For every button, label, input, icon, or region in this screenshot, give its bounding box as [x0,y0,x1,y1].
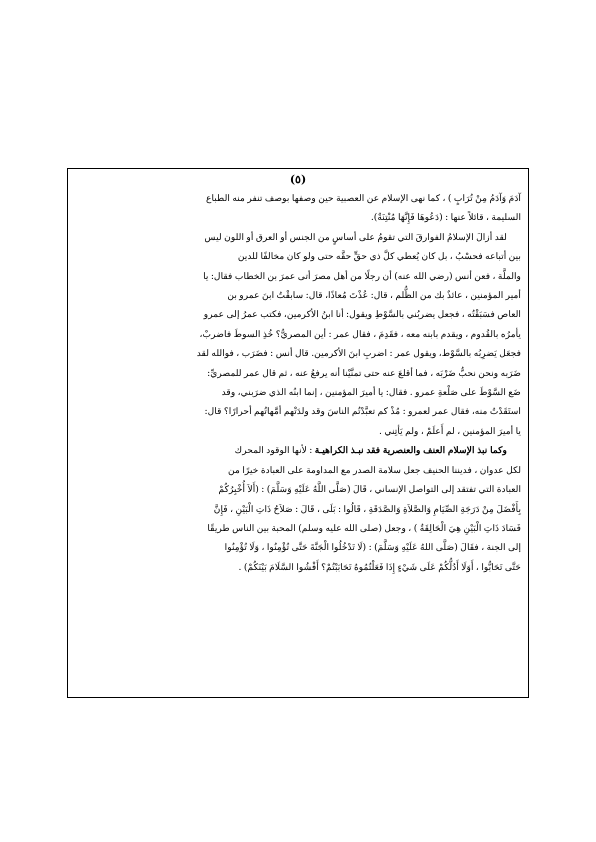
page-frame [67,168,529,698]
heading-tail: : لأنها الوقود المحرك [234,445,315,457]
text-line: العبادة التي تفتقد إلى التواصل الإنساني ، قَالَ (صَلَّى اللَّهُ عَلَيْهِ وَسَلَّمَ) : (أَلاَ أُخْبِرُكُمْ [218,484,521,496]
text-line: السليمة ، قائلاً عنها : (دَعُوهَا فَإِنَّهَا مُنْتِنَةٌ). [370,212,521,224]
text-line: بِأَفْضَلَ مِنْ دَرَجَةِ الصِّيَامِ وَالصَّلاَةِ وَالصَّدَقَةِ ، قَالُوا : بَلَى ، قَالَ : صَلاَحُ ذَاتِ الْبَيْنِ ، فَإِنَّ [213,503,521,515]
paragraph-1 [75,189,521,228]
text-line: آدَمَ وَآدَمُ مِنْ تُرَابٍ ) ، كما نهى الإسلام عن العصبية حين وصفها بوصف تنفر منه الطباع [205,193,521,204]
text-line: يا أميرَ المؤمنين ، لم أَعلَمْ ، ولم يَأتِني . [379,425,521,437]
paragraph-2 [75,228,521,441]
text-line: لقد أزالَ الإسلامُ الفوارقَ التي تقومُ على أساسٍ من الجنس أو العرق أو اللون ليس [204,231,507,243]
text-line: العاص فسَبَقْتُه ، فجعل يضربُني بالسَّوْطِ ويقول: أنا ابنُ الأكرمين، فكتب عمرُ إلى عمرو [203,309,521,321]
text-line: استَقَدْتُ منه، فقال عمر لعمرو : مُذْ كم تعبَّدْتُم الناسَ وقد ولدَتْهم أمَّهاتُهم أحرارًا؟ قال: [204,406,521,418]
section-heading: وكما نبذ الإسلام العنف والعنصرية فقد نبـذ الكراهيـة [314,445,507,457]
text-line: إلى الجنة ، فقَالَ (صَلَّى اللهُ عَلَيْهِ وَسَلَّمَ) : (لَا تَدْخُلُوا الْجَنَّةَ حَتَّى تُؤْمِنُوا ، وَلَا تُؤْمِنُوا [224,542,521,554]
text-line: حَتَّى تَحَابُّوا ، أَوَلَا أَدُلُّكُمْ عَلَى شَيْءٍ إِذَا فَعَلْتُمُوهُ تَحَابَبْتُمْ؟ أَفْشُوا السَّلَامَ بَيْنَكُمْ) . [238,561,521,573]
text-line: فجعَل يَضرِبُه بالسَّوْط، ويقول عمر : اضربِ ابنَ الأكرمين. قال أنس : فضَرَب ، فوالله لقد [196,348,521,360]
page-number: (٥) [289,173,307,186]
text-line: يأمرُه بالقُدوم ، ويقدم بابنه معه ، فقَدِمَ ، فقال عمر : أين المصريُّ؟ خُذِ السوطَ فاضربْ، [199,328,521,340]
text-line: لكل عدوان ، فديننا الحنيف جعل سلامة الصدر مع المداومة على العبادة خيرًا من [228,464,521,476]
text-line: ضَع السَّوْطَ على صَلْعةِ عمرو . فقال: يا أميرَ المؤمنين ، إنما ابنُه الذي ضرَبني، وقد [221,387,521,399]
text-line: ضَرَبه ونحن نحبُّ ضَرْبَه ، فما أقلعَ عنه حتى تمنَّيْنا أنه يرفعُ عنه ، ثم قال عمر للمصريِّ: [207,367,521,379]
heading-line [75,441,521,460]
text-line: فَسَادَ ذَاتِ الْبَيْنِ هِيَ الْحَالِقَةُ ) ، وجعل (صلى الله عليه وسلم) المحبة بين الناس طريقًا [207,522,521,534]
text-line: بين أتباعه فحسْبُ ، بل كان يُعطي كلَّ ذي حقٍّ حقَّه حتى ولو كان مخالفًا للدين [237,251,521,263]
text-line: أمير المؤمنين ، عائذٌ بك من الظُّلم ، قال: عُذْتَ مُعاذًا، قال: سابقْتُ ابنَ عمرو بن [227,290,521,302]
text-line: والملَّة ، فعن أنس (رضي الله عنه) أن رجلًا من أهل مصرَ أتى عمرَ بن الخطاب فقال: يا [203,270,521,282]
paragraph-3 [75,441,521,577]
